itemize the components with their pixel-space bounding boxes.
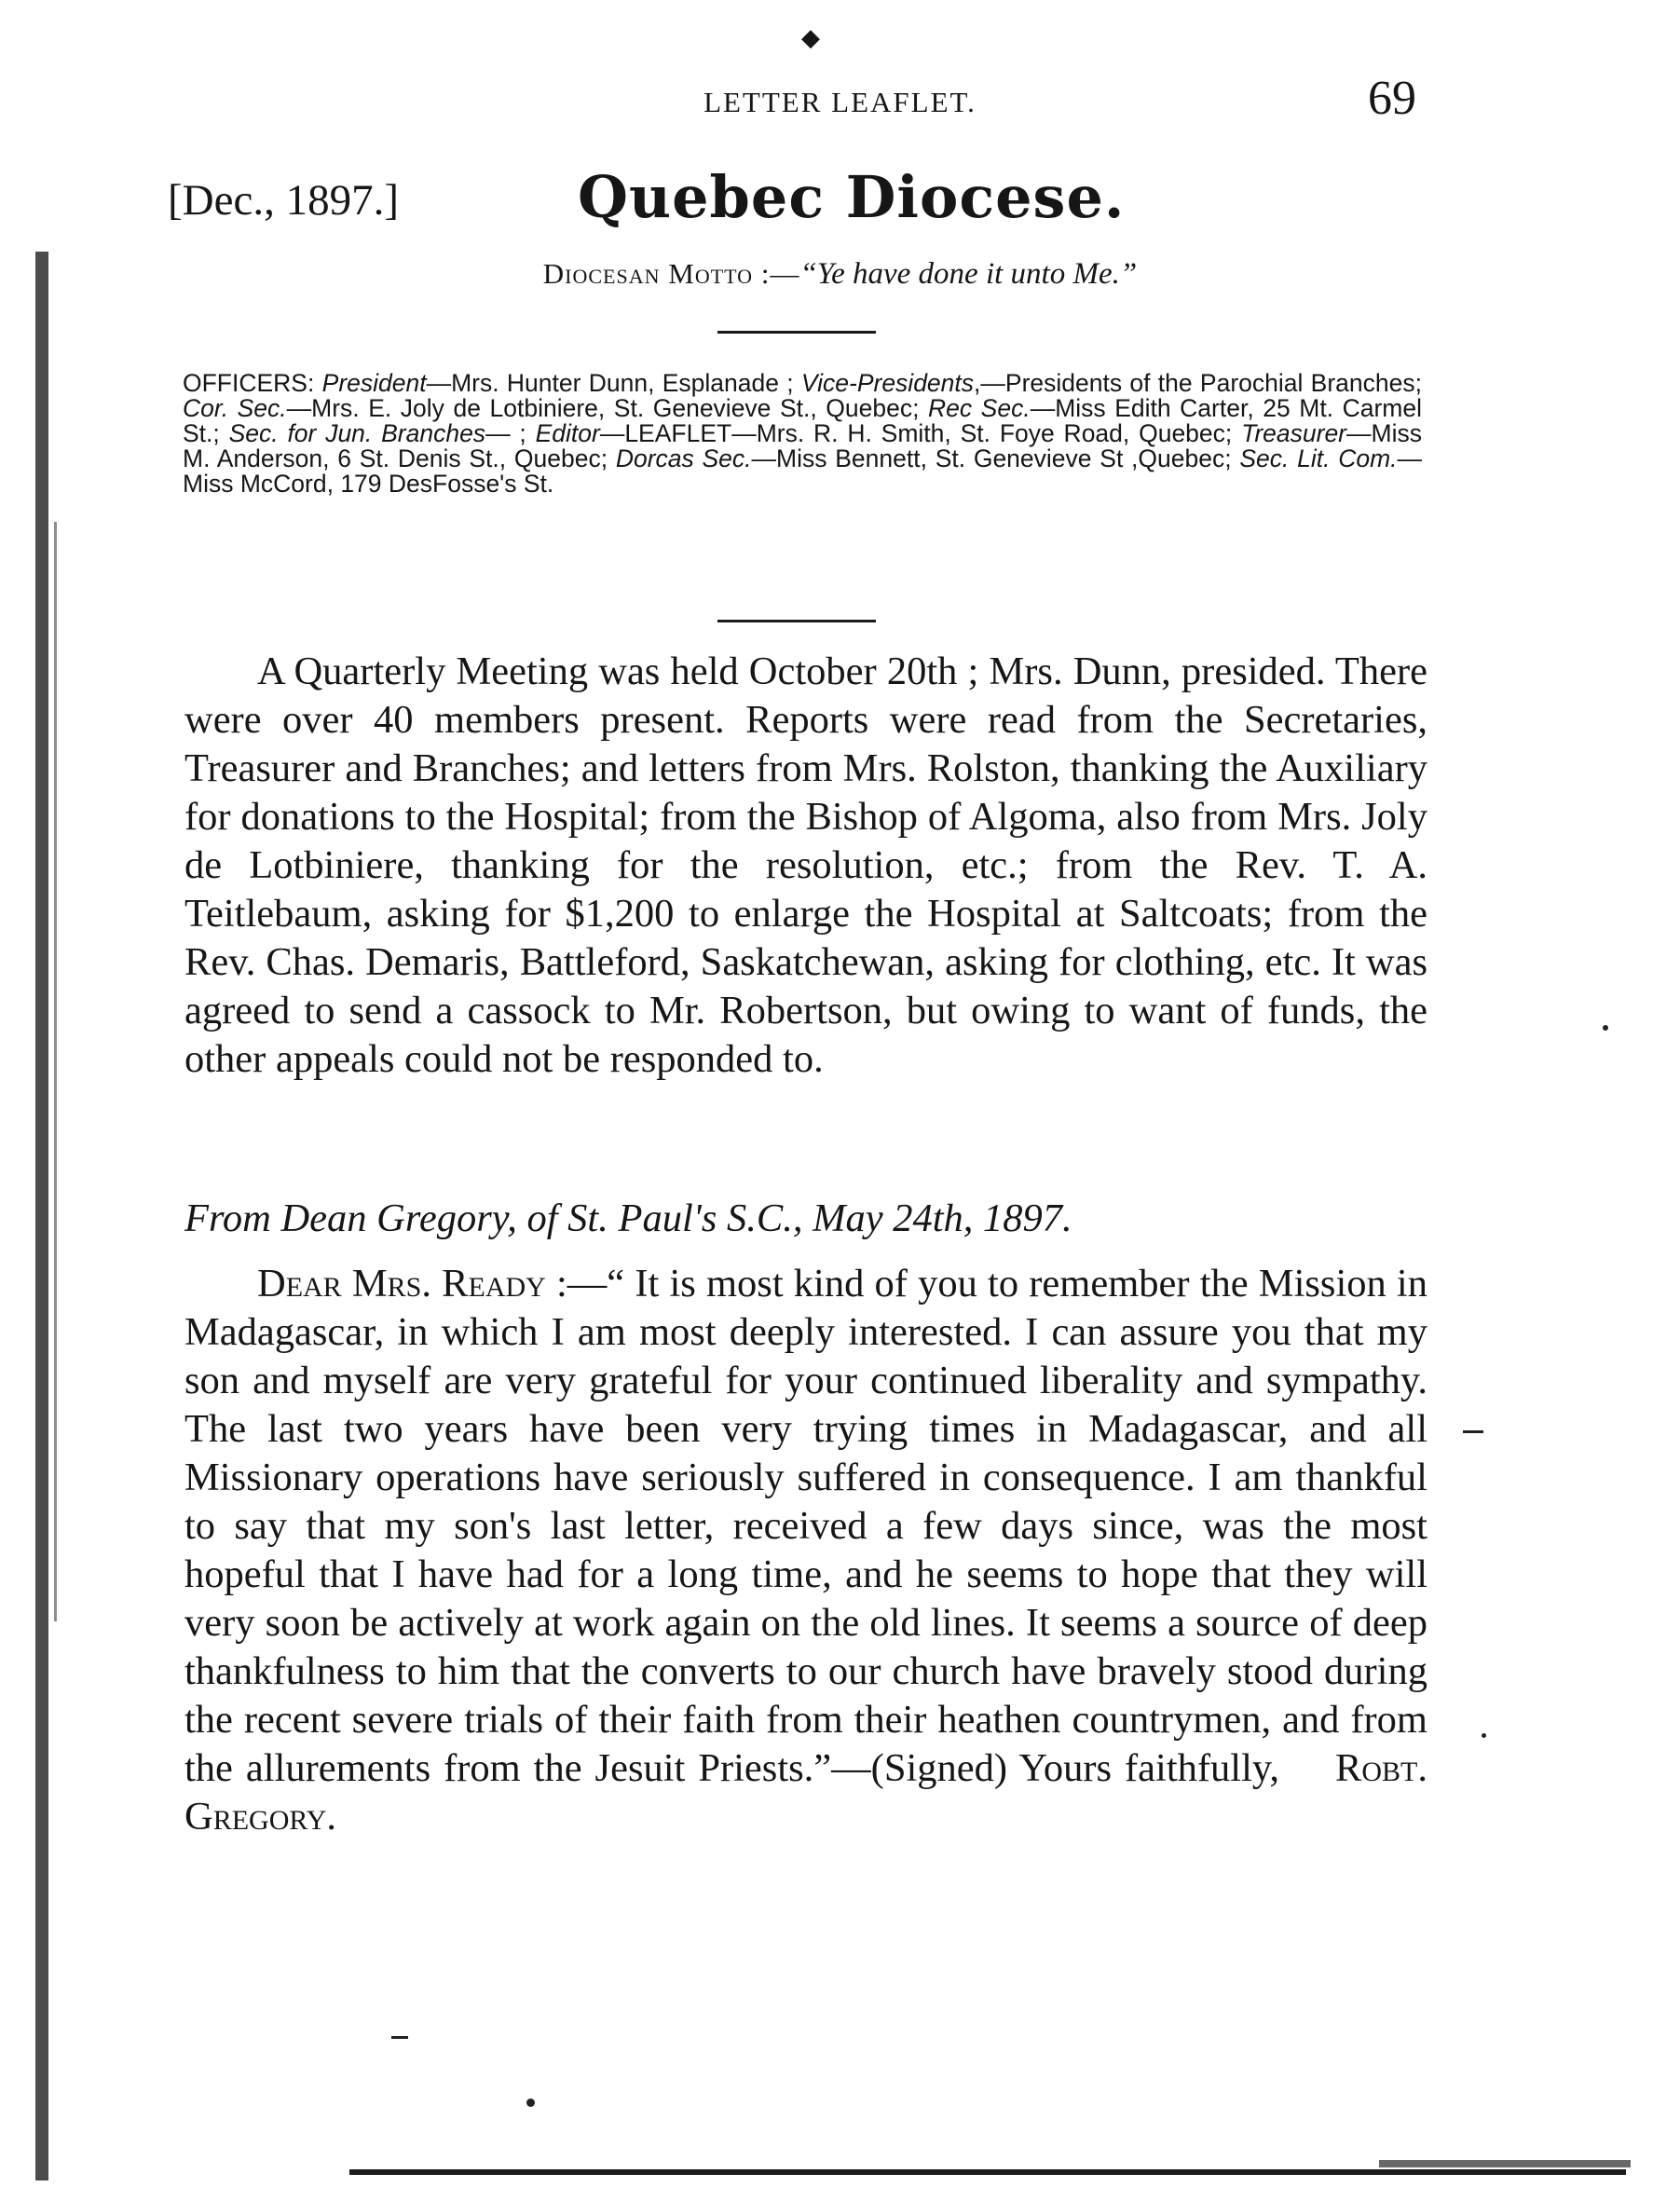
print-speck <box>1463 1430 1483 1433</box>
divider-rule <box>717 331 876 334</box>
officer-detail: —Miss McCord, 179 DesFosse's St. <box>183 444 1423 498</box>
officer-detail: —Mrs. E. Joly de Lotbiniere, St. Genevieve St., Quebec; <box>286 394 928 422</box>
officer-title: Treasurer <box>1241 419 1347 447</box>
officer-detail: —Mrs. Hunter Dunn, Esplanade ; <box>426 369 801 397</box>
running-head: LETTER LEAFLET. <box>703 86 977 118</box>
binding-edge-shadow <box>35 252 48 2180</box>
officer-detail <box>314 369 321 397</box>
officer-detail: — ; <box>485 419 536 447</box>
officer-title: Vice-Presidents <box>800 369 975 397</box>
letter-signature: Robt. Gregory. <box>184 1746 1427 1839</box>
officer-title: Editor <box>535 419 600 447</box>
officers-list <box>183 371 1422 497</box>
officers-body <box>183 369 1422 498</box>
letter-salutation: Dear Mrs. Ready :— <box>257 1262 608 1306</box>
letter-paragraph <box>184 1260 1427 1841</box>
meeting-report <box>184 648 1427 1084</box>
officer-detail: ,—Presidents of the Parochial Branches; <box>974 369 1422 397</box>
print-speck <box>1482 1733 1486 1738</box>
report-paragraph: A Quarterly Meeting was held October 20th ; Mrs. Dunn, presided. There were over 40 members present. Reports were read from the Secretaries, Treasurer and Branches; and letters from Mrs. Rolston, thanking the Auxiliary for donations to the Hospital; from the Bishop of Algoma, also from Mrs. Joly de Lotbiniere, thanking for the resolution, etc.; from the Rev. T. A. Teitlebaum, asking for $1,200 to enlarge the Hospital at Saltcoats; from the Rev. Chas. Demaris, Battleford, Saskatchewan, asking for clothing, etc. It was agreed to send a cassock to Mr. Robertson, but owing to want of funds, the other appeals could not be responded to. <box>184 649 1427 1081</box>
letter-text <box>184 1260 1427 1841</box>
section-title: Quebec Diocese. <box>578 163 1126 231</box>
binding-edge-line <box>54 522 57 1621</box>
page-number: 69 <box>1368 72 1416 125</box>
letter-source-line: From Dean Gregory, of St. Paul's S.C., May 24th, 1897. <box>184 1196 1072 1240</box>
print-speck <box>1603 1025 1608 1031</box>
officer-title: President <box>321 369 427 397</box>
officer-detail: —Miss M. Anderson, 6 St. Denis St., Quebec; <box>183 419 1422 472</box>
bottom-edge-mark <box>1379 2160 1631 2167</box>
officers-heading: OFFICERS: <box>183 369 315 397</box>
issue-date: [Dec., 1897.] <box>168 176 399 225</box>
officer-title: Rec Sec. <box>928 394 1031 422</box>
officer-detail: —Miss Edith Carter, 25 Mt. Carmel St.; <box>183 394 1422 447</box>
ornament-mark: ◆ <box>801 24 820 51</box>
divider-rule <box>717 620 876 622</box>
officer-title: Cor. Sec. <box>183 394 287 422</box>
bottom-rule <box>349 2169 1626 2175</box>
diocesan-motto <box>0 257 1680 292</box>
motto-text: “Ye have done it unto Me.” <box>799 257 1138 291</box>
print-speck <box>391 2036 408 2039</box>
officer-title: Dorcas Sec. <box>615 444 752 472</box>
officer-title: Sec. Lit. Com. <box>1239 444 1398 472</box>
officer-detail: —Miss Bennett, St. Genevieve St ,Quebec; <box>751 444 1240 472</box>
letter-body: “ It is most kind of you to remember the Mission in Madagascar, in which I am most deeply interested. I can assure you that my son and myself are very grateful for your continued liberality and sympathy. The last two years have been very trying times in Madagascar, and all Missionary operations have seriously suffered in consequence. I am thankful to say that my son's last letter, received a few days since, was the most hopeful that I have had for a long time, and he seems to hope that they will very soon be actively at work again on the old lines. It seems a source of deep thankfulness to him that the converts to our church have bravely stood during the recent severe trials of their faith from their heathen countrymen, and from the allurements from the Jesuit Priests.”—(Signed) Yours faithfully, <box>184 1262 1427 1790</box>
motto-label: Diocesan Motto :— <box>542 257 800 290</box>
officer-title: Sec. for Jun. Branches <box>228 419 486 447</box>
print-speck <box>526 2098 535 2107</box>
officer-detail: —LEAFLET—Mrs. R. H. Smith, St. Foye Road, Quebec; <box>599 419 1242 447</box>
